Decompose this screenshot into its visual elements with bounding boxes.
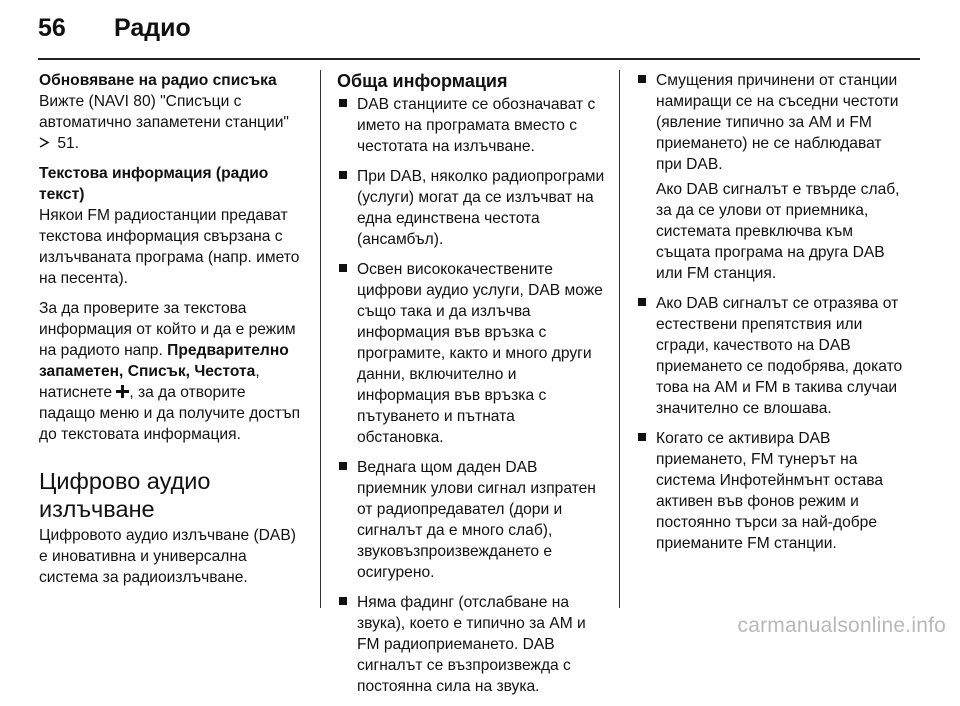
- arrow-reference-icon: [39, 133, 53, 154]
- list-item: Смущения причинени от станции намиращи се на съседни честоти (явление типично за AM и FM приемането) не се наблюдават при DAB.: [636, 70, 908, 175]
- bullet-icon: [339, 99, 347, 107]
- general-info-list: [337, 94, 605, 697]
- list-item: Освен висококачествените цифрови аудио услуги, DAB може също така и да излъчва информация във връзка с програмите, както и много други данни, включително и информация във връзка с пътуването и пътната обстановка.: [337, 259, 605, 448]
- dropdown-text: , за да отворите падащо меню и да получите достъп до текстовата информация.: [39, 384, 301, 443]
- bullet-icon: [339, 264, 347, 272]
- page-header: [38, 14, 191, 54]
- page-reference-link[interactable]: 51.: [57, 135, 80, 152]
- bullet-icon: [638, 75, 646, 83]
- watermark: carmanualsonline.info: [737, 614, 946, 637]
- bullet-icon: [339, 597, 347, 605]
- list-item: Веднага щом даден DAB приемник улови сигнал изпратен от радиопредавател (дори и сигналът да е много слаб), звуковъзпроизвеждането е осигурено.: [337, 457, 605, 583]
- text-info-paragraph-1: Някои FM радиостанции предават текстова информация свързана с излъчваната програма (напр. името на песента).: [39, 207, 300, 287]
- column-divider-1: [320, 70, 321, 608]
- page-title: Радио: [114, 14, 191, 42]
- column-1: [39, 70, 303, 597]
- list-item: Ако DAB сигналът се отразява от естествени препятствия или сгради, качеството на DAB приемането се подобрява, докато това на AM и FM в такива случаи значително се влошава.: [636, 293, 908, 419]
- dab-intro-paragraph: Цифровото аудио излъчване (DAB) е иновативна и универсална система за радиоизлъчване.: [39, 527, 296, 586]
- frequency-label: Честота: [194, 363, 256, 380]
- section-heading-text-info: Текстова информация (радио текст): [39, 165, 269, 203]
- plus-icon: [116, 385, 129, 399]
- bullet-icon: [638, 298, 646, 306]
- bullet-icon: [339, 462, 347, 470]
- list-item: Когато се активира DAB приемането, FM тунерът на система Инфотейнмънт остава активен във фонов режим и постоянно търси за най-добре приеманите FM станции.: [636, 428, 908, 554]
- header-divider: [38, 58, 920, 60]
- column-divider-2: [619, 70, 620, 608]
- section-heading-update: Обновяване на радио списъка: [39, 72, 277, 89]
- press-text: , натиснете: [39, 363, 260, 401]
- separator: ,: [185, 363, 190, 380]
- list-label: Списък: [127, 363, 186, 380]
- section-heading-dab: Цифрово аудио излъчване: [39, 468, 211, 522]
- update-text: Вижте (NAVI 80) "Списъци с автоматично запаметени станции": [39, 93, 289, 131]
- update-paragraph: [39, 91, 303, 154]
- dab-info-list-2: [636, 293, 908, 554]
- section-heading-general: Обща информация: [337, 71, 508, 91]
- dab-info-list: [636, 70, 908, 175]
- list-item: При DAB, няколко радиопрограми (услуги) могат да се излъчват на една единствена честота (ансамбъл).: [337, 166, 605, 250]
- separator: ,: [119, 363, 124, 380]
- page-number: 56: [38, 14, 66, 42]
- preset-label: Предварително запаметен: [39, 342, 289, 380]
- text-info-paragraph-2: [39, 298, 303, 445]
- list-item-subparagraph: Ако DAB сигналът е твърде слаб, за да се улови от приемника, системата превключва към същата програма на друга DAB или FM станция.: [656, 181, 900, 282]
- list-item: Няма фадинг (отслабване на звука), което е типично за AM и FM радиоприемането. DAB сигналът се възпроизвежда с постоянна сила на звука.: [337, 592, 605, 697]
- bullet-icon: [638, 433, 646, 441]
- list-item: DAB станциите се обозначават с името на програмата вместо с честотата на излъчване.: [337, 94, 605, 157]
- text-info-intro: За да проверите за текстова информация от който и да е режим на радиото напр.: [39, 300, 296, 359]
- column-3: [636, 70, 908, 563]
- column-2: [337, 70, 605, 706]
- bullet-icon: [339, 171, 347, 179]
